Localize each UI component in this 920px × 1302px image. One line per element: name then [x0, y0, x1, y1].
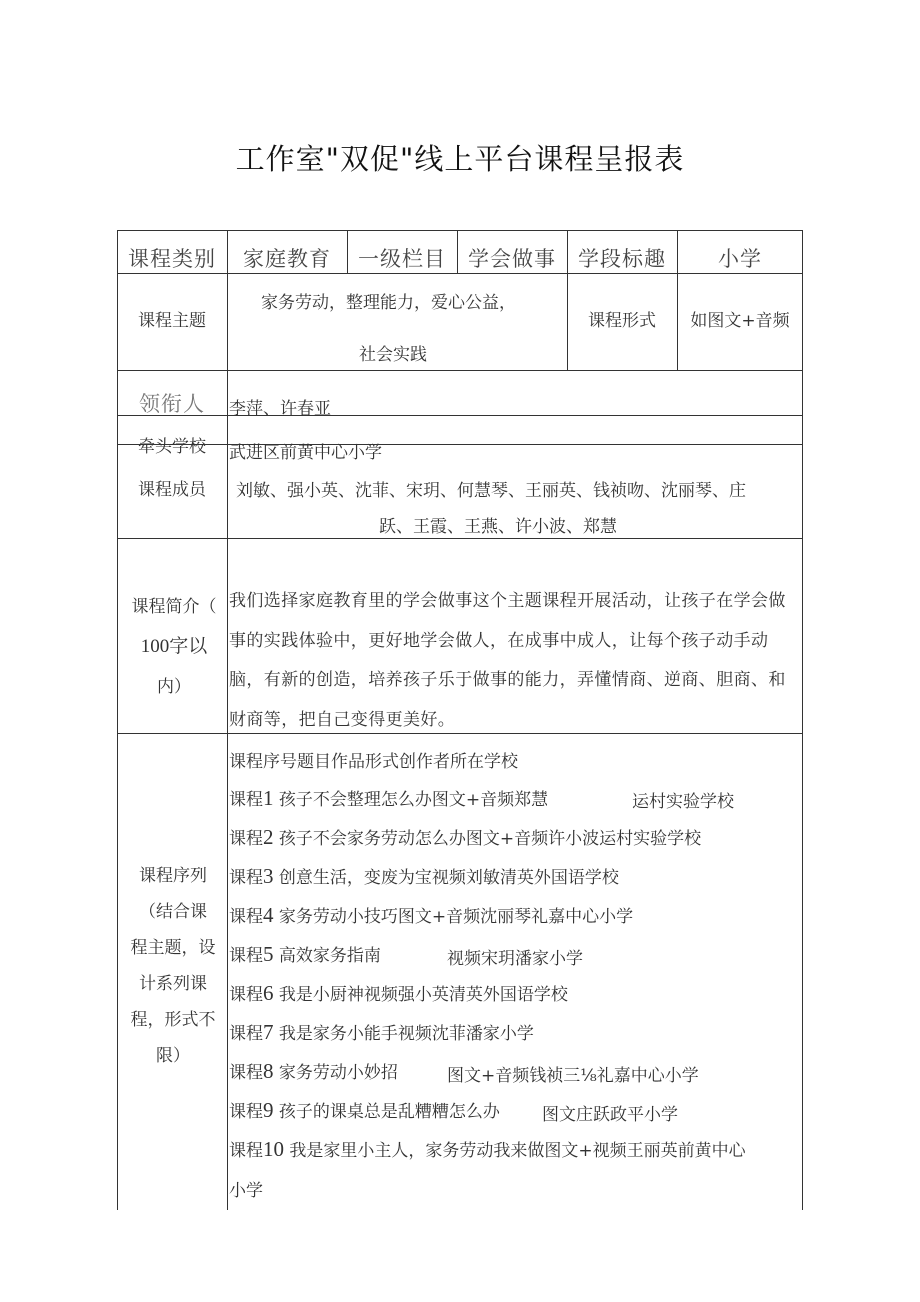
sequence-label-line: 限） — [156, 1046, 190, 1066]
course-prefix: 课程 — [229, 1024, 263, 1044]
theme-label: 课程主题 — [138, 310, 206, 331]
intro-label — [121, 587, 227, 707]
course-prefix: 课程 — [229, 946, 263, 966]
table-border-top — [117, 230, 803, 231]
page-title: 工作室"双促"线上平台课程呈报表 — [235, 142, 685, 176]
category-value: 家庭教育 — [243, 247, 331, 272]
course-number: 2 — [263, 825, 274, 849]
form-value: 如图文+音频 — [690, 310, 790, 331]
course-number: 9 — [263, 1098, 274, 1122]
school-value: 武进区前黄中心小学 — [229, 443, 382, 463]
course-item — [229, 1058, 398, 1084]
course-text: 孩子的课桌总是乱糟糟怎么办 — [278, 1102, 500, 1122]
column-label: 一级栏目 — [358, 247, 446, 272]
category-label: 课程类别 — [128, 247, 216, 272]
course-text: 家务劳动小妙招 — [278, 1063, 398, 1083]
intro-label-line: 100字以 — [140, 636, 208, 657]
course-number: 10 — [263, 1137, 284, 1161]
course-item — [229, 941, 381, 967]
course-item — [229, 980, 568, 1006]
course-item-continued: 小学 — [229, 1181, 263, 1201]
course-form-table — [117, 230, 803, 1210]
table-border-right — [802, 230, 803, 1210]
course-school: 运村实验学校 — [632, 792, 734, 812]
course-text: 我是家务小能手视频沈菲潘家小学 — [278, 1024, 534, 1044]
intro-text: 我们选择家庭教育里的学会做事这个主题课程开展活动，让孩子在学会做事的实践体验中，更好地学会做人，在成事中成人，让每个孩子动手动脑，有新的创造，培养孩子乐于做事的能力，弄懂情商、逆商、胆商、和财商等，把自己变得更美好。 — [229, 591, 786, 730]
sequence-label-line: 程主题，设 — [130, 938, 216, 958]
course-prefix: 课程 — [229, 1063, 263, 1083]
course-prefix: 课程 — [229, 829, 263, 849]
course-item — [229, 1097, 500, 1123]
members-line2: 跃、王霞、王燕、许小波、郑慧 — [379, 517, 617, 537]
course-text: 孩子不会整理怎么办图文+音频郑慧 — [278, 790, 549, 810]
members-line1: 刘敏、强小英、沈菲、宋玥、何慧琴、王丽英、钱祯吻、沈丽琴、庄 — [236, 481, 746, 501]
table-border-left — [117, 230, 118, 1210]
row-divider — [117, 538, 803, 539]
theme-value-line1: 家务劳动，整理能力，爱心公益， — [261, 293, 516, 313]
intro-label-line: 内） — [157, 677, 191, 697]
course-text: 家务劳动小技巧图文+音频沈丽琴礼嘉中心小学 — [278, 907, 634, 927]
course-prefix: 课程 — [229, 1141, 263, 1161]
sequence-label-line: （结合课 — [139, 902, 207, 922]
course-item — [229, 785, 548, 811]
course-prefix: 课程 — [229, 907, 263, 927]
form-label: 课程形式 — [588, 310, 656, 331]
course-school: 图文庄跃政平小学 — [542, 1105, 678, 1125]
theme-value-line2: 社会实践 — [359, 345, 427, 365]
sequence-header: 课程序号题目作品形式创作者所在学校 — [229, 752, 518, 772]
stage-value: 小学 — [718, 247, 762, 272]
course-item — [229, 824, 701, 850]
course-number: 1 — [263, 786, 274, 810]
sequence-label-line: 程，形式不 — [130, 1010, 216, 1030]
row-divider — [117, 370, 803, 371]
course-item — [229, 1136, 746, 1162]
course-text: 孩子不会家务劳动怎么办图文+音频许小波运村实验学校 — [278, 829, 702, 849]
course-school: 视频宋玥潘家小学 — [447, 949, 583, 969]
intro-label-line: 课程简介（ — [131, 597, 217, 617]
leader-label: 领衔人 — [139, 392, 205, 417]
sequence-label-line: 课程序列 — [139, 866, 207, 886]
members-label: 课程成员 — [138, 480, 206, 501]
sequence-label-line: 计系列课 — [139, 974, 207, 994]
course-prefix: 课程 — [229, 790, 263, 810]
course-number: 6 — [263, 981, 274, 1005]
course-text: 高效家务指南 — [278, 946, 381, 966]
column-divider — [227, 230, 228, 1210]
course-text: 创意生活，变废为宝视频刘敏清英外国语学校 — [278, 868, 619, 888]
column-value: 学会做事 — [468, 247, 556, 272]
course-prefix: 课程 — [229, 985, 263, 1005]
course-item — [229, 1019, 534, 1045]
course-item — [229, 863, 619, 889]
course-text: 我是小厨神视频强小英清英外国语学校 — [278, 985, 568, 1005]
course-prefix: 课程 — [229, 1102, 263, 1122]
course-number: 5 — [263, 942, 274, 966]
course-item — [229, 902, 633, 928]
leader-value: 李萍、许春亚 — [229, 399, 331, 419]
course-number: 3 — [263, 864, 274, 888]
course-text: 我是家里小主人，家务劳动我来做图文+视频王丽英前黄中心 — [289, 1141, 746, 1161]
course-number: 4 — [263, 903, 274, 927]
stage-label: 学段标趣 — [578, 247, 666, 272]
school-label: 牵头学校 — [138, 437, 206, 458]
course-school: 图文+音频钱祯三⅛礼嘉中心小学 — [447, 1066, 699, 1086]
course-prefix: 课程 — [229, 868, 263, 888]
sequence-label — [123, 858, 223, 1074]
course-number: 8 — [263, 1059, 274, 1083]
course-number: 7 — [263, 1020, 274, 1044]
